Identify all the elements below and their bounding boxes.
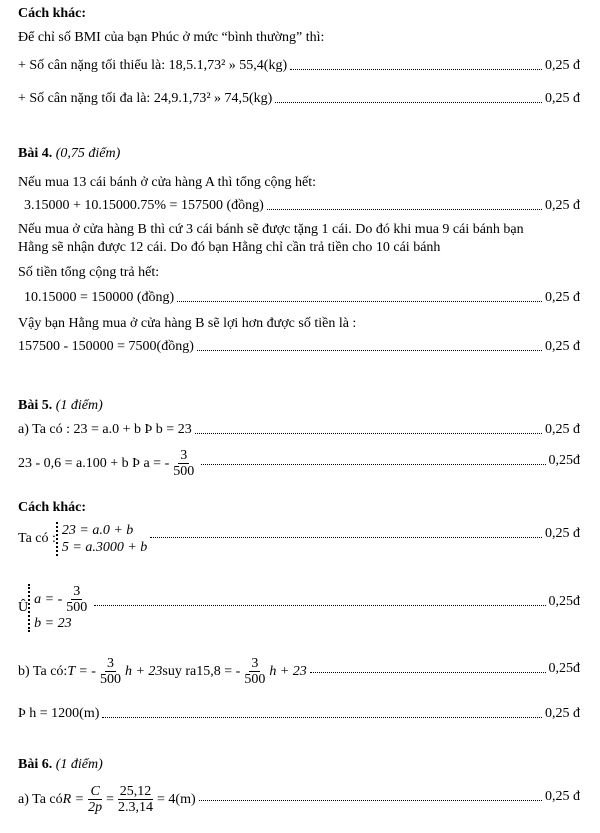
fraction: $\frac{3}{500}$	[173, 448, 195, 479]
ex4-shop-b-text-1: Nếu mua ở cửa hàng B thì cứ 3 cái bánh sẽ được tặng 1 cái. Do đó khi mua 9 cái bánh bạn	[18, 222, 524, 237]
dot-leader	[275, 101, 542, 103]
max-weight-line: + Số cân nặng tối đa là: 24,9.1,73² » 74,5(kg) 0,25 đ	[18, 91, 580, 106]
alt-method-heading-2: Cách khác:	[18, 500, 87, 515]
dot-leader	[94, 604, 545, 606]
bmi-condition-text: Để chỉ số BMI của bạn Phúc ở mức “bình thường” thì:	[18, 30, 325, 45]
ex4-conclusion-text: Vậy bạn Hằng mua ở cửa hàng B sẽ lợi hơn được số tiền là :	[18, 316, 357, 331]
ex5-part-b-line-2: Þ h = 1200(m) 0,25 đ	[18, 706, 580, 721]
ex5-system-2: Û a = - $\frac{3}{500}$ b = 23 0,25đ	[18, 584, 580, 631]
ex4-shop-b-calc: 10.15000 = 150000 (đồng) 0,25 đ	[24, 290, 580, 305]
ex4-shop-a-calc: 3.15000 + 10.15000.75% = 157500 (đồng) 0,25 đ	[24, 198, 580, 213]
dot-leader	[310, 671, 546, 673]
alt-method-heading-1: Cách khác:	[18, 6, 87, 21]
equation-system: a = - $\frac{3}{500}$ b = 23	[28, 584, 91, 632]
ex5-part-a-line-1: a) Ta có : 23 = a.0 + b Þ b = 23 0,25 đ	[18, 422, 580, 437]
fraction: $\frac{3}{500}$	[244, 656, 266, 687]
ex5-system-1: Ta có : 23 = a.0 + b 5 = a.3000 + b 0,25 đ	[18, 523, 580, 555]
exercise-6-heading: Bài 6. (1 điểm)	[18, 757, 103, 772]
dot-leader	[102, 716, 542, 718]
equation-system: 23 = a.0 + b 5 = a.3000 + b	[56, 522, 147, 556]
ex5-part-b-line-1: b) Ta có: T = - $\frac{3}{500}$ h + 23 suy ra 15,8 = - $\frac{3}{500}$ h + 23 0,25đ	[18, 656, 580, 687]
fraction: $\frac{3}{500}$	[99, 656, 121, 687]
dot-leader	[197, 349, 542, 351]
dot-leader	[201, 463, 545, 465]
ex4-savings-calc: 157500 - 150000 = 7500(đồng) 0,25 đ	[18, 339, 580, 354]
ex5-part-a-line-2: 23 - 0,6 = a.100 + b Þ a = - $\frac{3}{500}$ 0,25đ	[18, 448, 580, 479]
dot-leader	[195, 432, 542, 434]
dot-leader	[150, 536, 542, 538]
ex4-shop-a-text: Nếu mua 13 cái bánh ở cửa hàng A thì tổng cộng hết:	[18, 175, 317, 190]
ex4-total-label: Số tiền tổng cộng trả hết:	[18, 265, 160, 280]
dot-leader	[290, 68, 542, 70]
exercise-4-heading: Bài 4. (0,75 điểm)	[18, 146, 121, 161]
fraction: $\frac{C}{2p}$	[88, 784, 103, 815]
fraction: $\frac{25,12}{2.3,14}$	[118, 784, 154, 815]
ex4-shop-b-text-2: Hằng sẽ nhận được 12 cái. Do đó bạn Hằng chỉ cần trả tiền cho 10 cái bánh	[18, 240, 441, 255]
exercise-5-heading: Bài 5. (1 điểm)	[18, 398, 103, 413]
dot-leader	[199, 799, 542, 801]
dot-leader	[267, 208, 542, 210]
min-weight-line: + Số cân nặng tối thiểu là: 18,5.1,73² » 55,4(kg) 0,25 đ	[18, 58, 580, 73]
ex6-part-a-line: a) Ta có R = $\frac{C}{2p}$ = $\frac{25,12}{2.3,14}$ = 4(m) 0,25 đ	[18, 784, 580, 815]
dot-leader	[177, 300, 542, 302]
